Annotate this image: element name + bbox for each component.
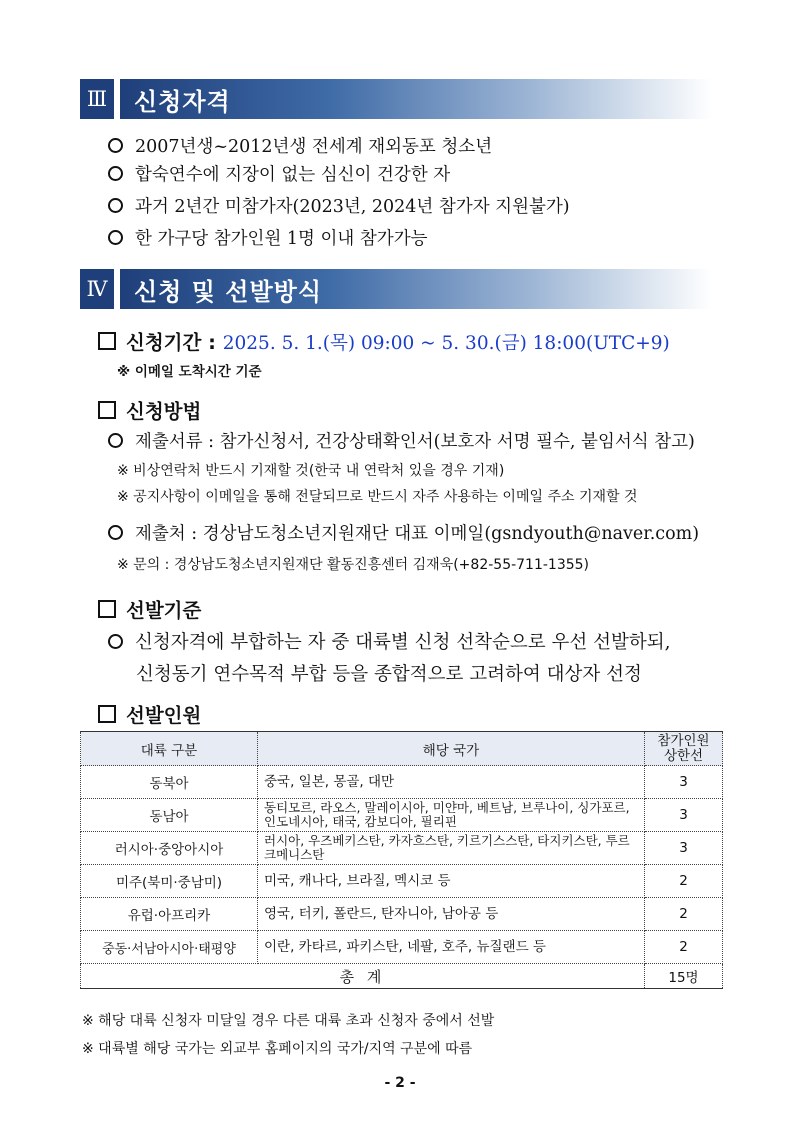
page-number: - 2 - [384,1075,416,1091]
table-row: 동북아 중국, 일본, 몽골, 대만 3 [81,766,723,799]
contact-note: ※ 문의 : 경상남도청소년지원재단 활동진흥센터 김재욱(+82-55-711-1355) [117,557,590,573]
header-countries: 해당 국가 [258,732,645,766]
eligibility-item: 한 가구당 참가인원 1명 이내 참가가능 [108,225,428,250]
table-row: 중동·서남아시아·태평양 이란, 카타르, 파키스탄, 네팔, 호주, 뉴질랜드 등 2 [81,931,723,964]
circle-bullet-icon [108,433,123,448]
table-total-row [81,964,723,989]
square-bullet-icon [98,705,116,723]
table-row: 러시아·중앙아시아 러시아, 우즈베키스탄, 카자흐스탄, 키르기스스탄, 타지키스탄, 투르크메니스탄 3 [81,832,723,865]
documents-note: ※ 비상연락처 반드시 기재할 것(한국 내 연락처 있을 경우 기재) [117,463,505,479]
section-4-number: Ⅳ [80,269,114,309]
quota-heading: 선발인원 [98,700,201,728]
section-4-header [80,269,712,309]
table-row: 동남아 동티모르, 라오스, 말레이시아, 미얀마, 베트남, 브루나이, 싱가포르, 인도네시아, 태국, 캄보디아, 필리핀 3 [81,799,723,832]
criteria-heading: 선발기준 [98,595,201,623]
section-3-header [80,79,712,119]
square-bullet-icon [98,600,116,618]
application-period [98,327,670,355]
period-value: 2025. 5. 1.(목) 09:00 ~ 5. 30.(금) 18:00(UTC+9) [222,333,670,354]
method-heading: 신청방법 [98,396,201,424]
header-limit: 참가인원 상한선 [645,732,723,766]
eligibility-item: 과거 2년간 미참가자(2023년, 2024년 참가자 지원불가) [108,193,570,218]
quota-note: ※ 대륙별 해당 국가는 외교부 홈페이지의 국가/지역 구분에 따름 [82,1041,473,1057]
documents-item: 제출서류 : 참가신청서, 건강상태확인서(보호자 서명 필수, 붙임서식 참고) [108,428,695,453]
submit-item: 제출처 : 경상남도청소년지원재단 대표 이메일(gsndyouth@naver.com) [108,520,699,545]
square-bullet-icon [98,332,116,350]
circle-bullet-icon [108,525,123,540]
circle-bullet-icon [108,230,123,245]
circle-bullet-icon [108,198,123,213]
total-label: 총 계 [81,964,645,989]
period-note: ※ 이메일 도착시간 기준 [117,364,262,380]
quota-table [80,731,723,989]
eligibility-item: 2007년생~2012년생 전세계 재외동포 청소년 [108,133,492,158]
section-3-number: Ⅲ [80,79,114,119]
table-row: 유럽·아프리카 영국, 터키, 폴란드, 탄자니아, 남아공 등 2 [81,898,723,931]
section-3-title: 신청자격 [120,79,712,119]
circle-bullet-icon [108,166,123,181]
circle-bullet-icon [108,634,123,649]
square-bullet-icon [98,401,116,419]
table-header-row [81,732,723,766]
table-row: 미주(북미·중남미) 미국, 캐나다, 브라질, 멕시코 등 2 [81,865,723,898]
criteria-line-2: 신청동기 연수목적 부합 등을 종합적으로 고려하여 대상자 선정 [136,664,642,685]
eligibility-item: 합숙연수에 지장이 없는 심신이 건강한 자 [108,161,450,186]
section-4-title: 신청 및 선발방식 [120,269,712,309]
criteria-line-1: 신청자격에 부합하는 자 중 대륙별 신청 선착순으로 우선 선발하되, [108,628,670,654]
documents-note: ※ 공지사항이 이메일을 통해 전달되므로 반드시 자주 사용하는 이메일 주소 기재할 것 [117,489,638,505]
period-label: 신청기간 : [126,331,216,354]
quota-note: ※ 해당 대륙 신청자 미달일 경우 다른 대륙 초과 신청자 중에서 선발 [82,1013,495,1029]
header-region: 대륙 구분 [81,732,258,766]
total-value: 15명 [645,964,723,989]
circle-bullet-icon [108,138,123,153]
